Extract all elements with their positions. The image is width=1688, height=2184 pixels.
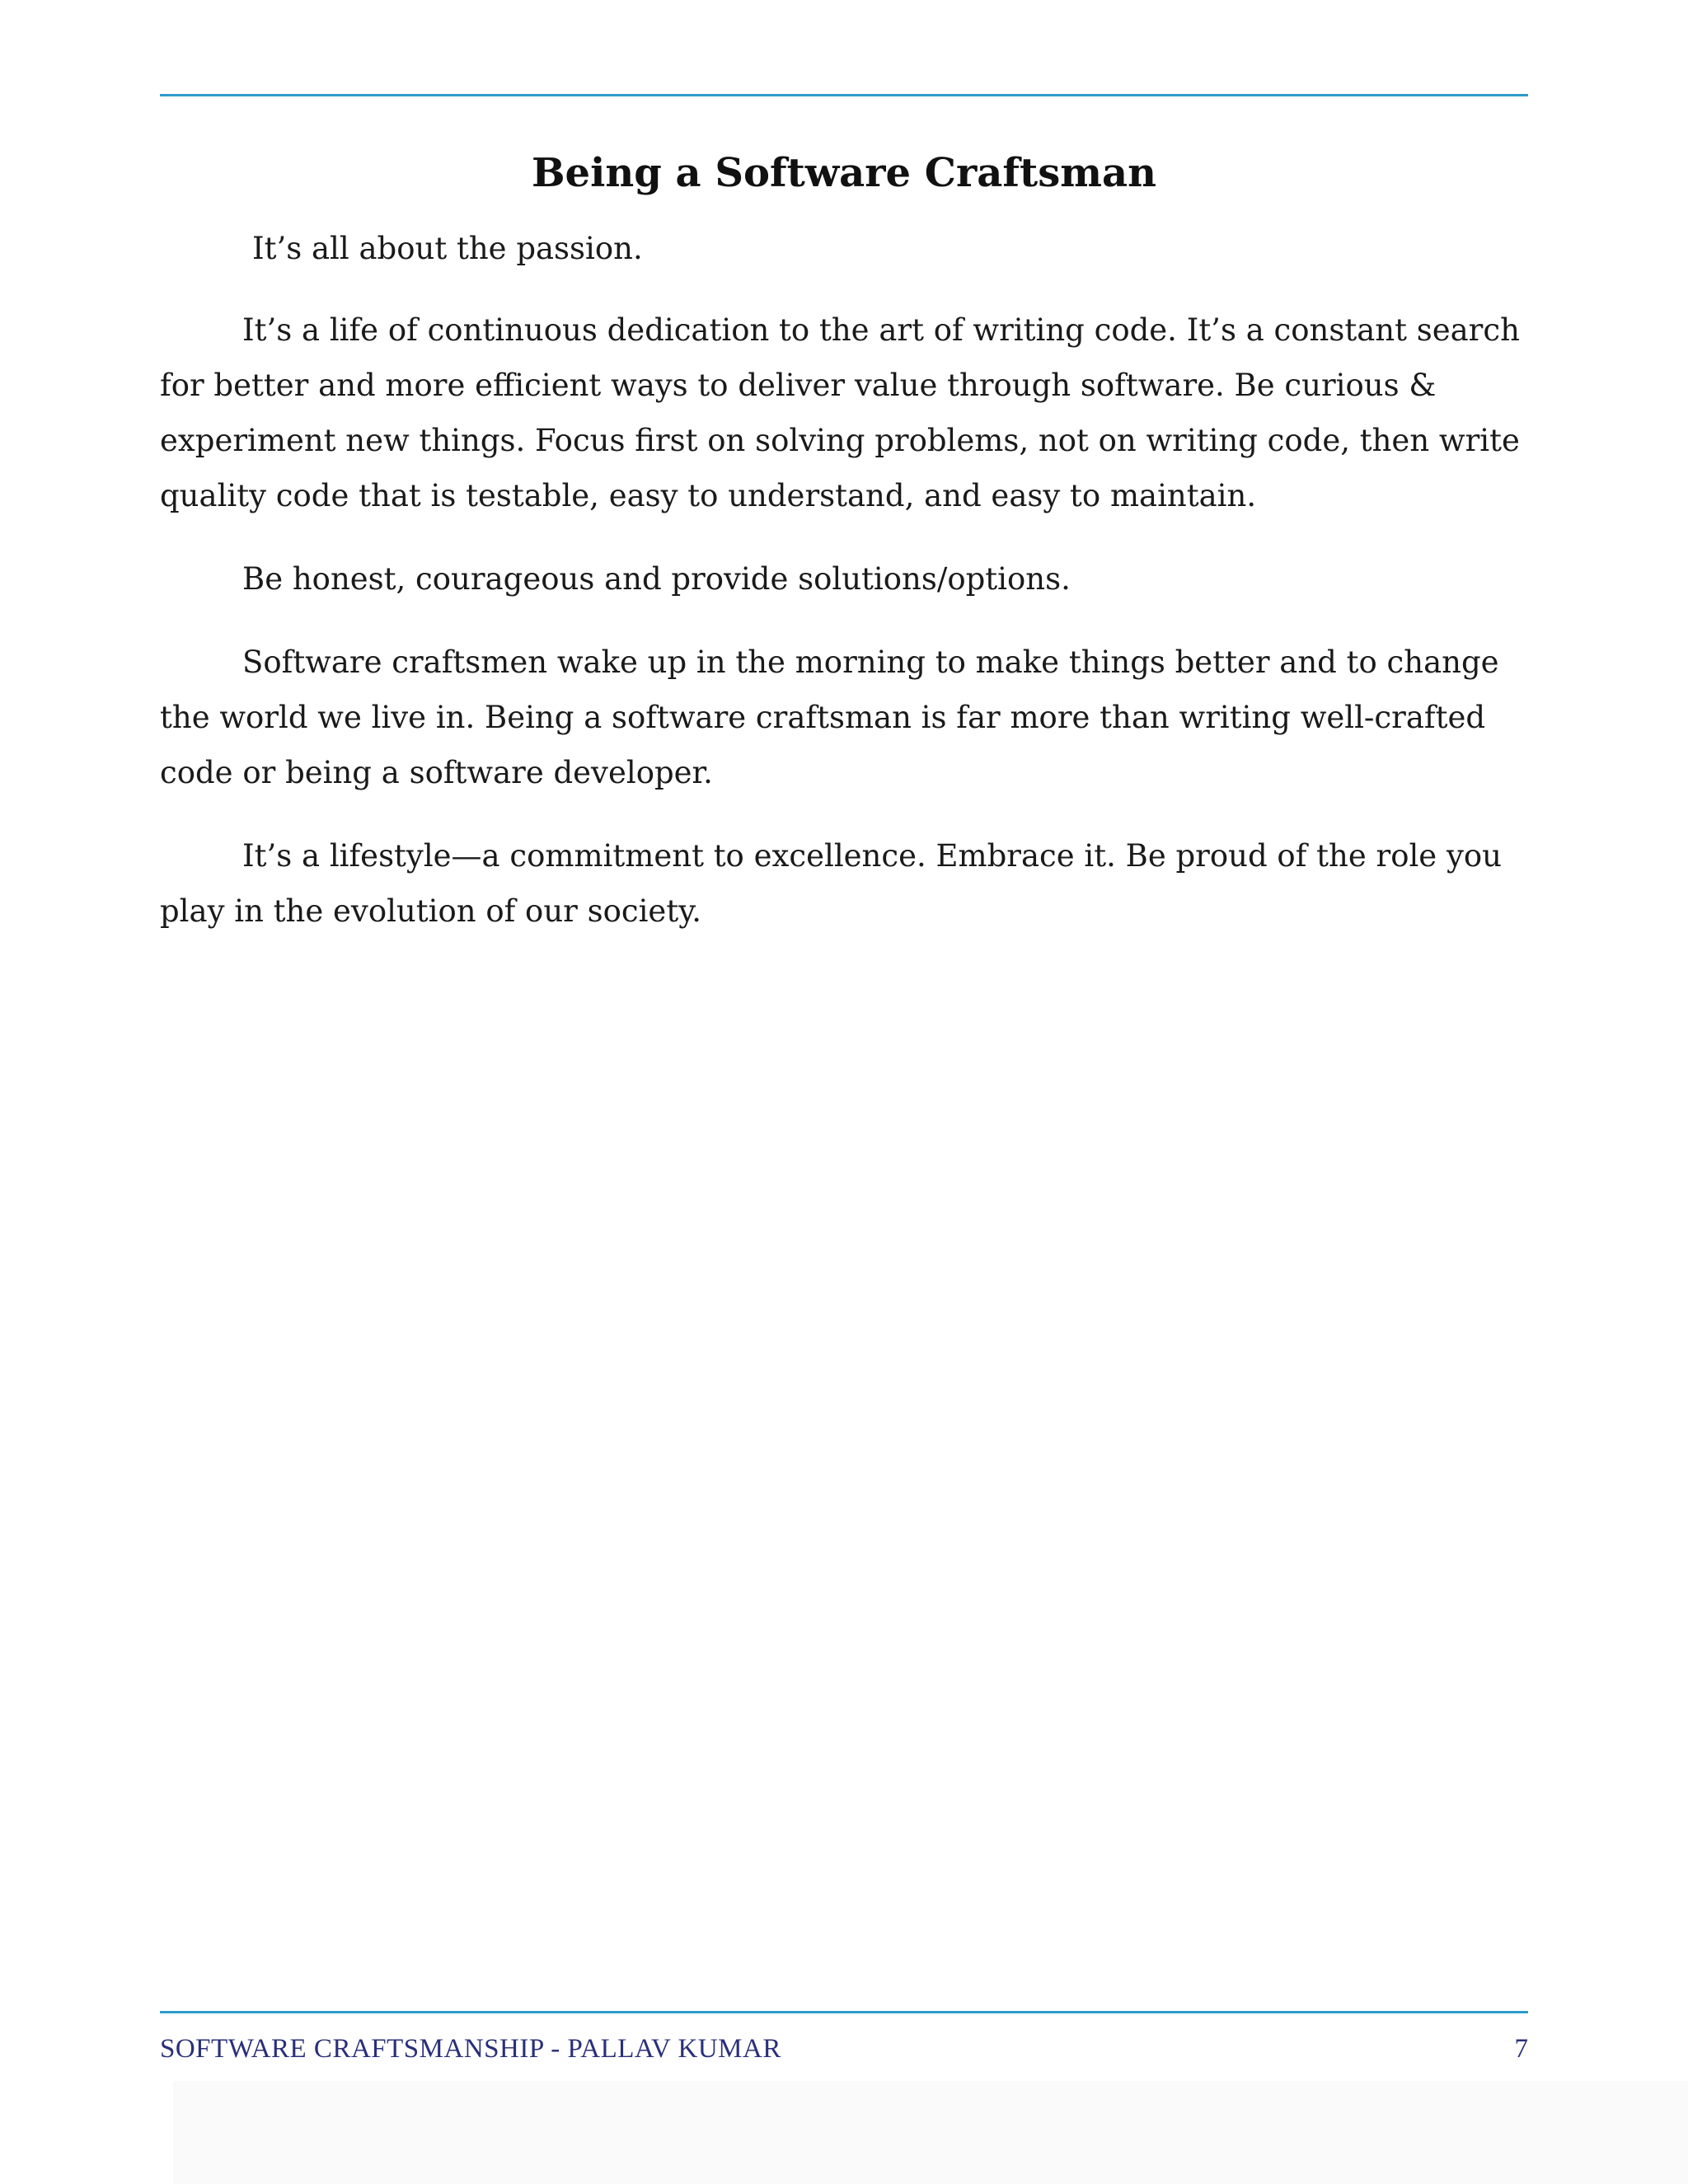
paragraph: It’s a lifestyle—a commitment to excellence. Embrace it. Be proud of the role you play in the evolution of our society. — [160, 838, 1502, 929]
footer-rule — [160, 2011, 1528, 2013]
paragraph: Software craftsmen wake up in the morning to make things better and to change the world we live in. Being a software craftsman is far more than writing well-crafted code or being a software developer. — [160, 644, 1499, 790]
page-shadow — [173, 2081, 1688, 2184]
paragraph: It’s a life of continuous dedication to the art of writing code. It’s a constant search for better and more efficient ways to deliver value through software. Be curious & experiment new things. Focus first on solving problems, not on writing code, then write quality code that is testable, easy to understand, and easy to maintain. — [160, 312, 1520, 513]
footer-page-number: 7 — [1514, 2034, 1528, 2064]
page-content — [160, 140, 1528, 967]
header-rule — [160, 94, 1528, 96]
footer-book-author: SOFTWARE CRAFTSMANSHIP - PALLAV KUMAR — [160, 2034, 781, 2064]
page-title: Being a Software Craftsman — [531, 150, 1156, 196]
paragraph: It’s all about the passion. — [252, 231, 643, 266]
paragraph: Be honest, courageous and provide solutions/options. — [242, 561, 1071, 597]
